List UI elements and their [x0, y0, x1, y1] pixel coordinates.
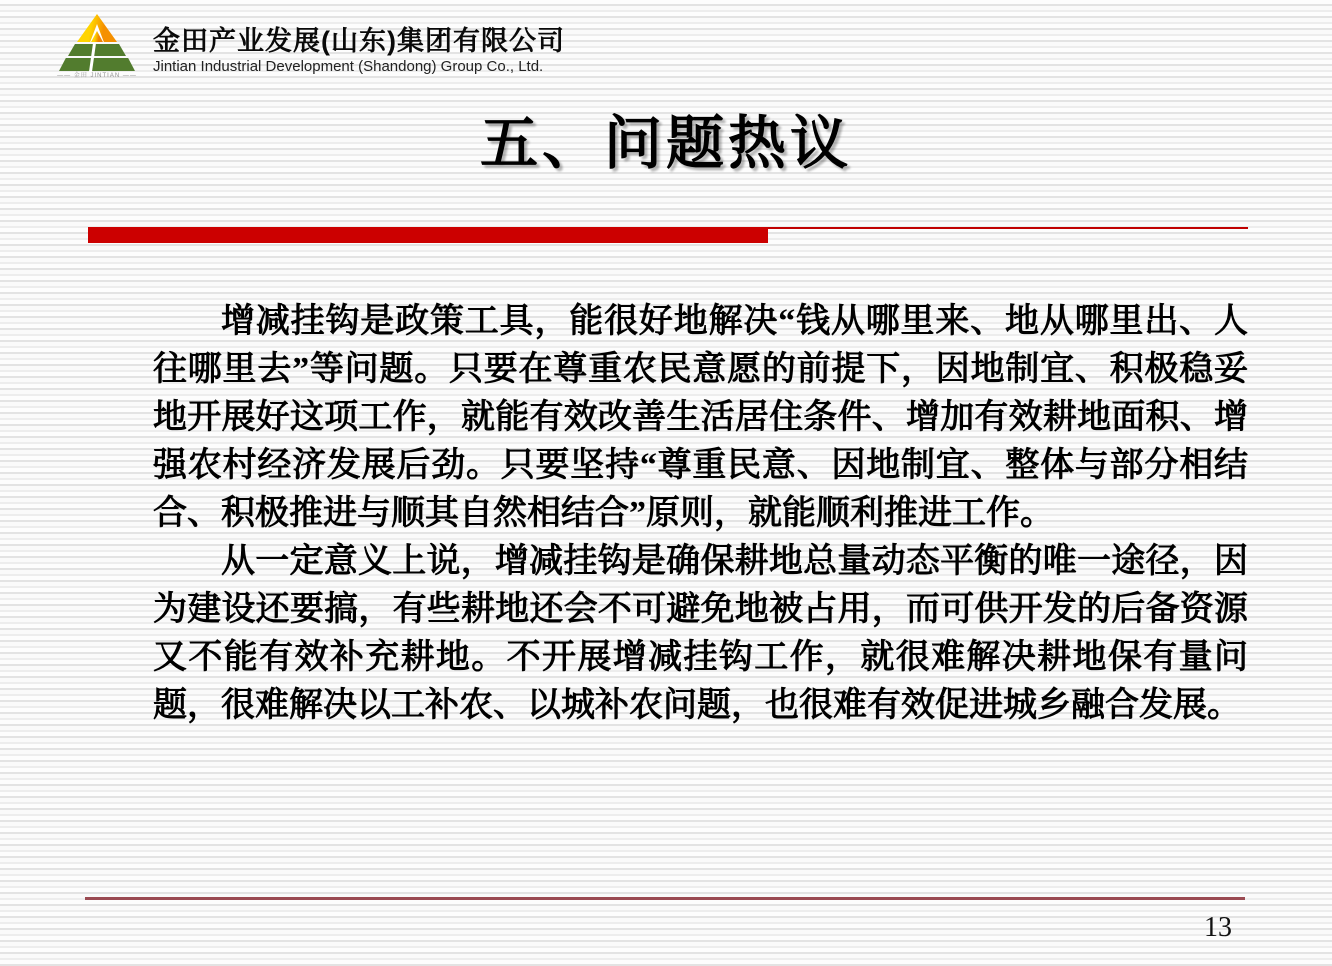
body-paragraph-1: 增减挂钩是政策工具，能很好地解决“钱从哪里来、地从哪里出、人往哪里去”等问题。只要在尊重农民意愿的前提下，因地制宜、积极稳妥地开展好这项工作，就能有效改善生活居住条件、增加有效耕地面积、增强农村经济发展后劲。只要坚持“尊重民意、因地制宜、整体与部分相结合、积极推进与顺其自然相结合”原则，就能顺利推进工作。	[153, 303, 1248, 532]
accent-thick-bar	[88, 227, 768, 243]
slide-body	[153, 298, 1248, 730]
body-paragraph-2: 从一定意义上说，增减挂钩是确保耕地总量动态平衡的唯一途径，因为建设还要搞，有些耕地还会不可避免地被占用，而可供开发的后备资源又不能有效补充耕地。不开展增减挂钩工作，就很难解决耕地保有量问题，很难解决以工补农、以城补农问题，也很难有效促进城乡融合发展。	[153, 543, 1248, 724]
company-name-english: Jintian Industrial Development (Shandong) Group Co., Ltd.	[153, 58, 544, 75]
slide-header	[55, 12, 565, 79]
logo-pyramid-middle	[68, 44, 126, 56]
logo-pyramid-bottom	[59, 58, 135, 71]
footer-divider	[85, 897, 1245, 900]
company-logo-icon	[55, 12, 139, 79]
slide-title: 五、问题热议	[479, 111, 852, 176]
page-number: 13	[1204, 912, 1232, 943]
logo-caption: —— 金田 JINTIAN ——	[57, 73, 137, 79]
company-name-chinese: 金田产业发展(山东)集团有限公司	[153, 26, 565, 56]
title-accent-bar	[88, 227, 1248, 244]
company-names	[153, 12, 565, 76]
